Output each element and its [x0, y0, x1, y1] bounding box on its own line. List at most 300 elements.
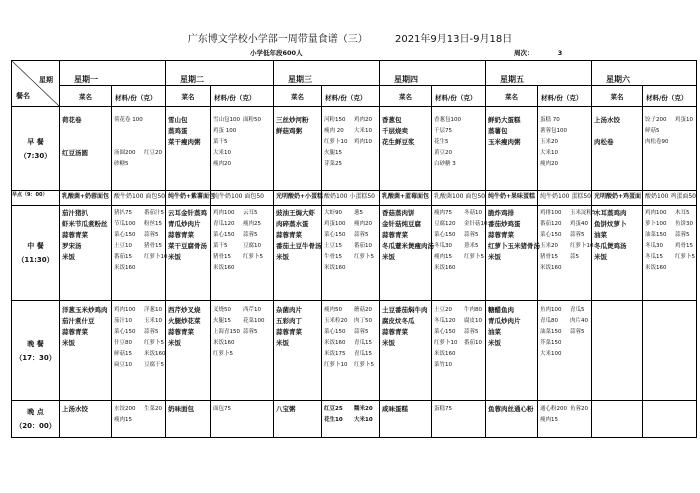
- ingredient-amount: 通心粉200: [540, 406, 567, 412]
- ingredient-amount: 蛋糕75: [434, 406, 452, 412]
- ingredient-line: [213, 115, 273, 126]
- dish-name: 荷花卷: [62, 116, 82, 124]
- dish-name: 五彩肉丁: [276, 317, 302, 325]
- ingredient-amount: 菜心150: [540, 232, 562, 238]
- ingredient-amount: 蒜蓉5: [243, 329, 258, 335]
- lunch-dish-cell: [592, 206, 643, 301]
- ingredient-amount: 米饭160: [213, 265, 235, 271]
- ingredient-line: [324, 327, 379, 338]
- ingredient-amount: 玉米20: [540, 243, 558, 249]
- ingredient-amount: 土豆10: [114, 243, 132, 249]
- ingredient-amount: 鸡肉20: [354, 117, 372, 123]
- ingredient-amount: 云耳5: [243, 210, 258, 216]
- dish-name: 上汤水饺: [594, 116, 620, 124]
- ingredient-amount: 米饭175: [324, 351, 346, 357]
- ingredient-line: [324, 219, 379, 230]
- dish-name: 豉油王焗大虾: [276, 209, 315, 217]
- dish-column-header: 菜名: [274, 86, 322, 107]
- column-header-row: [12, 86, 697, 107]
- dish-name: 米饭: [276, 339, 289, 347]
- snack-row: [12, 191, 697, 206]
- dish-name: 糖醋鱼肉: [488, 306, 514, 314]
- dish-name: 青瓜炒肉片: [488, 317, 521, 325]
- ingredient-amount: 鸡蛋 100: [213, 128, 237, 134]
- ingredient-amount: 鸡肉100: [213, 210, 235, 216]
- ingredient-amount: 番茄汁5: [144, 210, 164, 216]
- ingredient-line: [114, 305, 165, 316]
- ingredient-amount: 蒜蓉5: [464, 329, 479, 335]
- ingredient-amount: 葱5: [354, 210, 363, 216]
- ingredient-amount: 大米10: [213, 150, 231, 156]
- ingredient-line: [324, 252, 379, 263]
- ingredient-amount: 青瓜15: [354, 340, 372, 346]
- corner-cell: [12, 61, 60, 107]
- night-ingredient-cell: [643, 401, 697, 438]
- ingredient-amount: 鱼肉100: [540, 307, 562, 313]
- ingredient-amount: 蒜蓉5: [354, 329, 369, 335]
- ingredient-line: [213, 126, 273, 137]
- ingredient-amount: 番茄10: [464, 340, 482, 346]
- day-header: 星期五: [486, 61, 592, 86]
- dish-name: 蒜蓉青菜: [276, 328, 302, 336]
- ingredient-amount: 花生5: [434, 139, 449, 145]
- ingredient-amount: 玉米粒20: [324, 318, 348, 324]
- weekday-axis-label: 星期: [39, 76, 53, 84]
- ingredient-amount: 菜心150: [434, 232, 456, 238]
- ingredient-amount: 米饭160: [144, 351, 166, 357]
- ingredient-line: [540, 305, 591, 316]
- meal-label-lunch: [12, 206, 60, 301]
- dish-name: 肉碎蒸水蛋: [276, 220, 309, 228]
- ingredient-line: [645, 338, 696, 349]
- night-dish-cell: [274, 401, 322, 438]
- ingredient-amount: 菜心150: [434, 329, 456, 335]
- dish-name: 冬瓜薏米煲瘦肉汤: [382, 242, 434, 250]
- dish-name: 罗宋汤: [62, 242, 82, 250]
- day-header: 星期二: [166, 61, 274, 86]
- dish-name: 鲜菇鸡粥: [276, 127, 302, 135]
- dinner-ingredient-cell: [643, 301, 697, 401]
- ingredient-amount: 红萝卜10: [324, 362, 348, 368]
- ingredient-amount: 西芹10: [243, 307, 261, 313]
- ingredient-amount: 生菜20: [144, 406, 162, 412]
- ingredient-amount: 瘦肉 20: [324, 128, 344, 134]
- dish-name: 冬瓜煲鸡汤: [594, 242, 627, 250]
- ingredient-amount: 菜心150: [324, 232, 346, 238]
- dish-name: [594, 126, 642, 137]
- ingredient-line: [434, 126, 485, 137]
- day-header-row: [12, 61, 697, 86]
- dish-name: 米饭: [488, 253, 501, 261]
- dish-name: 洋葱玉米炒鸡肉: [62, 306, 108, 314]
- ingredient-line: [434, 159, 485, 170]
- ingredient-line: [213, 208, 273, 219]
- ingredient-amount: 红萝卜10: [144, 254, 168, 260]
- ingredient-amount: 鸡骨15: [675, 243, 693, 249]
- week-number: [514, 48, 562, 57]
- meal-label-breakfast: [12, 107, 60, 191]
- night-ingredient-cell: [538, 401, 592, 438]
- ingredient-line: [213, 263, 273, 274]
- dinner-ingredient-cell: [112, 301, 166, 401]
- dish-name: 米饭: [594, 253, 607, 261]
- ingredient-line: [540, 404, 591, 415]
- ingredient-line: [645, 219, 696, 230]
- ingredient-amount: 粉丝15: [144, 221, 162, 227]
- grade-label: 小学低年段600人: [250, 49, 303, 57]
- day-header: 星期四: [380, 61, 486, 86]
- ingredient-amount: 蒜蓉5: [243, 232, 258, 238]
- ingredient-amount: 冬瓜120: [434, 318, 456, 324]
- night-ingredient-cell: [322, 401, 380, 438]
- dinner-ingredient-cell: [322, 301, 380, 401]
- week-value: 3: [557, 49, 563, 57]
- dish-name: 米饭: [168, 339, 181, 347]
- ingredient-line: [434, 208, 485, 219]
- breakfast-dish-cell: [274, 107, 322, 191]
- dish-name: 蒜蓉青菜: [62, 328, 88, 336]
- dinner-dish-cell: [274, 301, 322, 401]
- ingredient-line: [114, 126, 165, 137]
- ingredient-amount: 饺子200: [645, 117, 667, 123]
- ingredient-line: [114, 148, 165, 159]
- dish-name: 脆炸鸡排: [488, 209, 514, 217]
- ingredient-line: [324, 305, 379, 316]
- ingredient-line: [324, 360, 379, 371]
- ingredient-amount: 菜心150: [324, 329, 346, 335]
- ingredient-amount: 蒜蓉5: [144, 232, 159, 238]
- day-header: 星期三: [274, 61, 380, 86]
- ingredient-line: [213, 360, 273, 371]
- breakfast-ingredient-cell: [643, 107, 697, 191]
- dish-name: 米饭: [276, 253, 289, 261]
- ingredient-amount: 黄豆20: [434, 150, 452, 156]
- ingredient-line: [324, 316, 379, 327]
- ingredient-line: [434, 305, 485, 316]
- ingredient-amount: 青瓜15: [354, 351, 372, 357]
- ingredient-line: [114, 338, 165, 349]
- ingredient-line: [645, 208, 696, 219]
- meal-name: 中 餐: [27, 242, 44, 250]
- ingredient-amount: 萝卜100: [645, 221, 667, 227]
- dish-name: 鲜奶大蛋糕: [488, 116, 521, 124]
- ingredient-line: [213, 349, 273, 360]
- dish-name: 米饭: [488, 339, 501, 347]
- dish-name: 玉米瘦肉粥: [488, 138, 521, 146]
- ingredient-line: [114, 241, 165, 252]
- ingredient-amount: 瘦肉75: [434, 210, 452, 216]
- ingredient-amount: 红萝卜5: [243, 254, 263, 260]
- ingredient-amount: 什豆80: [114, 340, 132, 346]
- ingredient-line: [434, 263, 485, 274]
- dish-name: 云耳金针蒸鸡: [168, 209, 207, 217]
- dish-name: 茄汁猪扒: [62, 209, 88, 217]
- ingredient-amount: 洋葱10: [144, 307, 162, 313]
- ingredient-amount: 上海青150: [213, 329, 240, 335]
- ingredient-line: [645, 415, 696, 426]
- ingredient-line: [114, 230, 165, 241]
- meal-label-dinner: [12, 301, 60, 401]
- ingredient-amount: 菜心150: [213, 232, 235, 238]
- dinner-dish-cell: [60, 301, 112, 401]
- ingredient-line: [645, 230, 696, 241]
- snack-dish: 光明酸奶+鸡蛋面: [592, 191, 643, 206]
- ingredient-line: [213, 305, 273, 316]
- dish-name: 番茄炒鸡蛋: [488, 220, 521, 228]
- ingredient-line: [114, 159, 165, 170]
- ingredient-amount: 红萝卜10: [570, 243, 594, 249]
- meal-axis-label: 餐名: [16, 92, 30, 100]
- lunch-ingredient-cell: [538, 206, 596, 301]
- snack-ingredients: 纯牛奶100 蛋糕50: [538, 191, 592, 206]
- ingredient-line: [114, 404, 165, 415]
- dinner-ingredient-cell: [538, 301, 592, 401]
- ingredient-line: [540, 415, 591, 426]
- ingredient-amount: 荷花卷 100: [114, 117, 143, 123]
- ingredient-amount: 青瓜120: [213, 221, 235, 227]
- night-ingredient-cell: [112, 401, 166, 438]
- lunch-ingredient-cell: [432, 206, 486, 301]
- ingredient-line: [213, 148, 273, 159]
- ingredient-amount: 大米10: [354, 128, 372, 134]
- lunch-dish-cell: [486, 206, 538, 301]
- breakfast-dish-cell: [166, 107, 211, 191]
- dish-name: 蒸鸡蛋: [168, 127, 188, 135]
- ingredient-amount: 肉丁50: [354, 318, 372, 324]
- ingredient-amount: 蒜蓉5: [570, 232, 585, 238]
- ingredient-amount: 蛋糕 70: [540, 117, 560, 123]
- ingredient-line: [434, 349, 485, 360]
- ingredient-amount: 青瓜80: [540, 318, 558, 324]
- ingredient-amount: 蒜蓉5: [570, 329, 585, 335]
- ingredient-amount: 蒜5: [570, 254, 579, 260]
- ingredient-line: [213, 230, 273, 241]
- ingredient-line: [645, 305, 696, 316]
- ingredient-amount: 猪骨15: [144, 243, 162, 249]
- dinner-row: [12, 301, 697, 401]
- dish-column-header: 菜名: [60, 86, 112, 107]
- ingredient-amount: 鸡肉100: [114, 307, 136, 313]
- night-dish-cell: [486, 401, 538, 438]
- ingredient-amount: 米饭160: [114, 265, 136, 271]
- dish-name: [62, 126, 111, 137]
- ingredient-line: [540, 360, 591, 371]
- ingredient-line: [540, 148, 591, 159]
- ingredient-amount: 汤圆200: [114, 150, 136, 156]
- lunch-ingredient-cell: [322, 206, 380, 301]
- ingredient-line: [434, 148, 485, 159]
- dish-name: 油菜: [488, 328, 501, 336]
- ingredient-amount: 鸡肉100: [645, 210, 667, 216]
- dish-name: 千层烧卖: [382, 127, 408, 135]
- ingredient-amount: 土豆20: [434, 307, 452, 313]
- ingredient-amount: 番茄10: [354, 243, 372, 249]
- ingredient-amount: 鱼蓉20: [570, 406, 588, 412]
- ingredient-amount: 猪骨15: [213, 254, 231, 260]
- ingredient-amount: 瘦肉25: [243, 221, 261, 227]
- snack-dish: 纯牛奶+果味蛋糕: [486, 191, 538, 206]
- dish-name: 花生鲜豆浆: [382, 138, 415, 146]
- ingredient-amount: 面粉50: [243, 117, 261, 123]
- ingredient-line: [324, 230, 379, 241]
- ingredient-amount: 油菜150: [645, 232, 667, 238]
- ingredient-line: [324, 415, 379, 426]
- ingredient-amount: 千层75: [434, 128, 452, 134]
- ingredient-amount: 红萝卜5: [354, 254, 374, 260]
- dish-column-header: 菜名: [166, 86, 211, 107]
- ingredient-amount: 红萝卜10: [434, 340, 458, 346]
- breakfast-dish-cell: [592, 107, 643, 191]
- ingredient-amount: 玉米淀粉5: [570, 210, 596, 216]
- ingredient-line: [434, 115, 485, 126]
- ingredient-line: [540, 126, 591, 137]
- ingredient-line: [645, 327, 696, 338]
- snack-ingredients: 酸奶100 小蛋糕50: [322, 191, 380, 206]
- ingredient-line: [540, 349, 591, 360]
- ingredient-line: [540, 263, 591, 274]
- dish-name: 西芹炒叉烧: [168, 306, 201, 314]
- ingredient-line: [434, 230, 485, 241]
- ingredient-amount: 水饺200: [114, 406, 136, 412]
- ingredient-amount: 玉米20: [540, 139, 558, 145]
- ingredient-line: [645, 404, 696, 415]
- ingredient-line: [645, 137, 696, 148]
- ingredient-line: [434, 252, 485, 263]
- ingredient-line: [114, 219, 165, 230]
- ingredient-line: [324, 241, 379, 252]
- ingredient-amount: 薏米5: [464, 243, 479, 249]
- ingredient-line: [540, 252, 591, 263]
- ingredient-amount: 豆腐干5: [144, 362, 164, 368]
- breakfast-ingredient-cell: [538, 107, 592, 191]
- ingredient-amount: 冬瓜30: [645, 243, 663, 249]
- ingredient-line: [324, 137, 379, 148]
- breakfast-ingredient-cell: [112, 107, 166, 191]
- ingredient-amount: 土豆15: [324, 243, 342, 249]
- dish-name: 香葱包: [382, 116, 402, 124]
- ingredient-line: [645, 252, 696, 263]
- ingredient-line: [114, 115, 165, 126]
- ingredient-amount: 蒜蓉5: [144, 329, 159, 335]
- ingredient-line: [213, 137, 273, 148]
- snack-ingredients: 乳酸菌100 面包50: [432, 191, 486, 206]
- ingredient-amount: 菜干5: [213, 139, 228, 145]
- dish-name: 虾米节瓜煮粉丝: [62, 220, 108, 228]
- ingredient-amount: 米饭160: [540, 265, 562, 271]
- dish-name: 蒜蓉青菜: [488, 231, 514, 239]
- lunch-dish-cell: [380, 206, 432, 301]
- meal-time: （7:30）: [19, 151, 52, 160]
- ingredient-amount: 豆腐120: [434, 221, 456, 227]
- material-column-header: 材料/份（克）: [643, 86, 697, 107]
- ingredient-line: [114, 263, 165, 274]
- dish-column-header: 菜名: [486, 86, 538, 107]
- meal-name: 早 餐: [27, 137, 44, 146]
- dish-name: 蒜蓉青菜: [382, 231, 408, 239]
- snack-dish: 乳酸菌+蓝莓面包: [380, 191, 432, 206]
- ingredient-line: [540, 230, 591, 241]
- ingredient-line: [114, 327, 165, 338]
- ingredient-amount: 扁豆10: [114, 362, 132, 368]
- ingredient-amount: 米饭160: [434, 265, 456, 271]
- dish-name: 腐皮炆冬瓜: [382, 317, 415, 325]
- material-column-header: 材料/份（克）: [432, 86, 486, 107]
- ingredient-line: [213, 404, 273, 415]
- dish-name: 蒜蓉青菜: [168, 328, 194, 336]
- ingredient-line: [645, 263, 696, 274]
- ingredient-amount: 瘦肉15: [540, 417, 558, 423]
- ingredient-amount: 花生10: [324, 417, 343, 423]
- ingredient-amount: 番茄15: [114, 254, 132, 260]
- ingredient-amount: 牛骨15: [324, 254, 342, 260]
- ingredient-amount: 蒜蓉5: [675, 232, 690, 238]
- ingredient-line: [540, 137, 591, 148]
- day-header: 星期一: [60, 61, 166, 86]
- ingredient-line: [434, 137, 485, 148]
- ingredient-line: [540, 115, 591, 126]
- dish-name: [62, 137, 111, 148]
- ingredient-amount: 红豆20: [144, 150, 162, 156]
- ingredient-amount: 腐皮10: [464, 318, 482, 324]
- dish-name: 蒜蓉青菜: [276, 231, 302, 239]
- ingredient-line: [434, 241, 485, 252]
- ingredient-amount: 玉米10: [144, 318, 162, 324]
- meal-name: 晚 点: [27, 408, 44, 416]
- ingredient-line: [540, 208, 596, 219]
- night-ingredient-cell: [432, 401, 486, 438]
- dish-name: 杂菌肉片: [276, 306, 302, 314]
- meal-label-snack: 早点（9：00）: [12, 191, 60, 206]
- ingredient-amount: 白砂糖 3: [434, 161, 456, 167]
- ingredient-line: [540, 338, 591, 349]
- material-column-header: 材料/份（克）: [538, 86, 592, 107]
- dinner-ingredient-cell: [432, 301, 486, 401]
- dish-name: [594, 404, 642, 415]
- ingredient-line: [114, 360, 165, 371]
- dish-name: 鱼饼炆萝卜: [594, 220, 627, 228]
- night-snack-row: [12, 401, 697, 438]
- material-column-header: 材料/份（克）: [211, 86, 274, 107]
- dish-name: 咸味蛋糕: [382, 405, 408, 413]
- ingredient-line: [645, 115, 696, 126]
- dish-name: 米饭: [382, 339, 395, 347]
- ingredient-amount: 火腿15: [213, 318, 231, 324]
- ingredient-amount: 菜心150: [114, 232, 136, 238]
- dinner-ingredient-cell: [211, 301, 274, 401]
- snack-dish: 乳酸菌+奶蓉面包: [60, 191, 112, 206]
- ingredient-amount: 薯蓉包100: [540, 128, 567, 134]
- snack-ingredients: 酸牛奶100 面包50: [112, 191, 166, 206]
- ingredient-line: [434, 316, 485, 327]
- ingredient-amount: 大米100: [540, 351, 562, 357]
- lunch-ingredient-cell: [211, 206, 274, 301]
- ingredient-amount: 猪扒75: [114, 210, 132, 216]
- ingredient-line: [434, 327, 485, 338]
- ingredient-amount: 豆腐10: [243, 243, 261, 249]
- dish-name: 香菇蒸肉饼: [382, 209, 415, 217]
- page-title: 广东博文学校小学部一周带量食谱（三）: [187, 34, 368, 45]
- ingredient-line: [324, 115, 379, 126]
- dish-name: 菜干豆腐骨汤: [168, 242, 207, 250]
- breakfast-dish-cell: [60, 107, 112, 191]
- dish-name: 鱼蓉肉丝通心粉: [488, 405, 534, 413]
- ingredient-amount: 菜竹10: [434, 362, 452, 368]
- dish-name: 蒜蓉青菜: [62, 231, 88, 239]
- night-ingredient-cell: [211, 401, 274, 438]
- dish-name: 上汤水饺: [62, 405, 88, 413]
- ingredient-line: [324, 148, 379, 159]
- ingredient-amount: 河粉150: [324, 117, 346, 123]
